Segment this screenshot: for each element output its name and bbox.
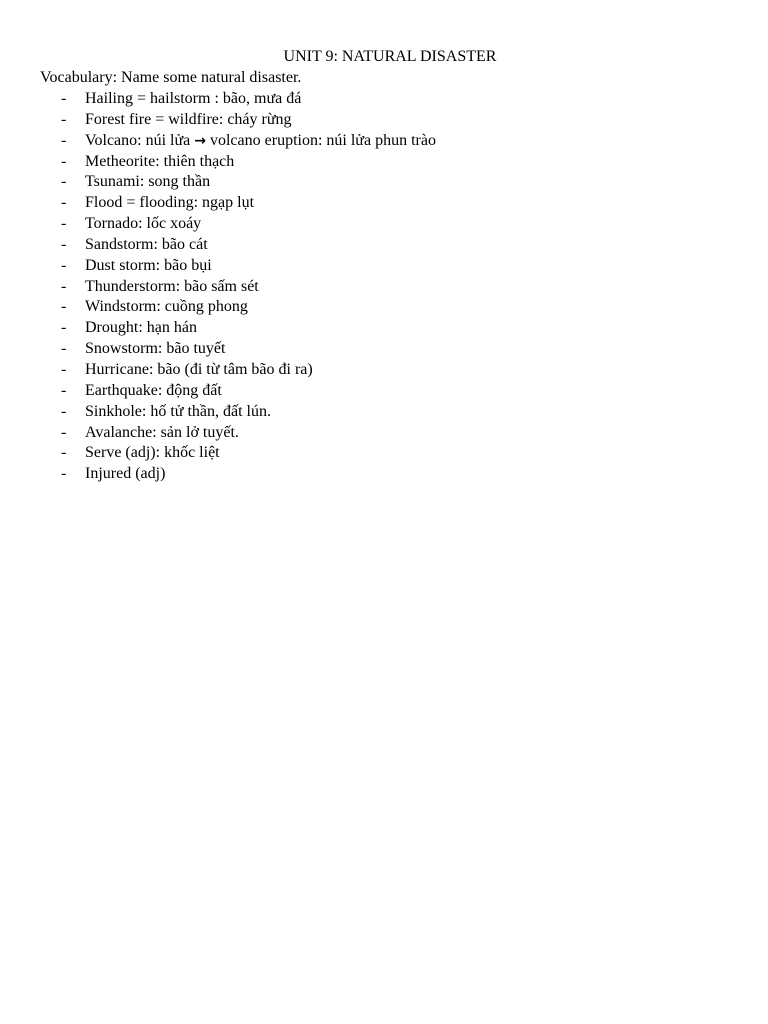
vocab-entry: Earthquake: động đất <box>85 381 222 399</box>
vocabulary-intro: Vocabulary: Name some natural disaster. <box>40 69 302 86</box>
list-bullet: - <box>61 215 67 233</box>
vocab-entry: Sinkhole: hố tử thần, đất lún. <box>85 402 271 420</box>
list-bullet: - <box>61 235 67 253</box>
list-bullet: - <box>61 402 67 420</box>
vocab-entry: Hailing = hailstorm : bão, mưa đá <box>85 90 302 107</box>
vocab-entry: Forest fire = wildfire: cháy rừng <box>85 110 292 128</box>
vocab-entry: Sandstorm: bão cát <box>85 235 208 253</box>
vocab-entry: Volcano: núi lửa <box>85 131 191 149</box>
list-bullet: - <box>61 340 67 358</box>
list-bullet: - <box>61 152 67 170</box>
list-bullet: - <box>61 90 67 107</box>
vocab-entry: Avalanche: sản lở tuyết. <box>85 423 239 441</box>
list-bullet: - <box>61 444 67 462</box>
vocab-entry: Flood = flooding: ngạp lụt <box>85 194 255 212</box>
list-bullet: - <box>61 256 67 274</box>
vocab-entry: Snowstorm: bão tuyết <box>85 340 226 358</box>
vocab-entry-volcano <box>85 131 436 151</box>
vocab-entry: Injured (adj) <box>85 465 166 483</box>
vocab-entry: Windstorm: cuồng phong <box>85 298 248 316</box>
list-bullet: - <box>61 194 67 212</box>
list-bullet: - <box>61 131 67 149</box>
vocab-entry: Drought: hạn hán <box>85 319 197 337</box>
list-bullet: - <box>61 423 67 441</box>
document-title: UNIT 9: NATURAL DISASTER <box>283 48 497 65</box>
right-arrow-icon: → <box>194 132 206 149</box>
vocab-entry: Serve (adj): khốc liệt <box>85 444 220 462</box>
vocab-entry: Dust storm: bão bụi <box>85 256 212 274</box>
vocab-entry: Metheorite: thiên thạch <box>85 152 235 170</box>
list-bullet: - <box>61 465 67 483</box>
list-bullet: - <box>61 110 67 128</box>
list-bullet: - <box>61 381 67 399</box>
list-bullet: - <box>61 298 67 316</box>
list-bullet: - <box>61 360 67 378</box>
list-bullet: - <box>61 277 67 295</box>
vocab-entry: Tsunami: song thần <box>85 173 211 191</box>
vocab-entry: Thunderstorm: bão sấm sét <box>85 277 259 295</box>
list-bullet: - <box>61 173 67 191</box>
vocab-entry-continuation: volcano eruption: núi lửa phun trào <box>205 131 436 149</box>
list-bullet: - <box>61 319 67 337</box>
vocab-entry: Hurricane: bão (đi từ tâm bão đi ra) <box>85 360 313 378</box>
vocab-entry: Tornado: lốc xoáy <box>85 215 202 233</box>
